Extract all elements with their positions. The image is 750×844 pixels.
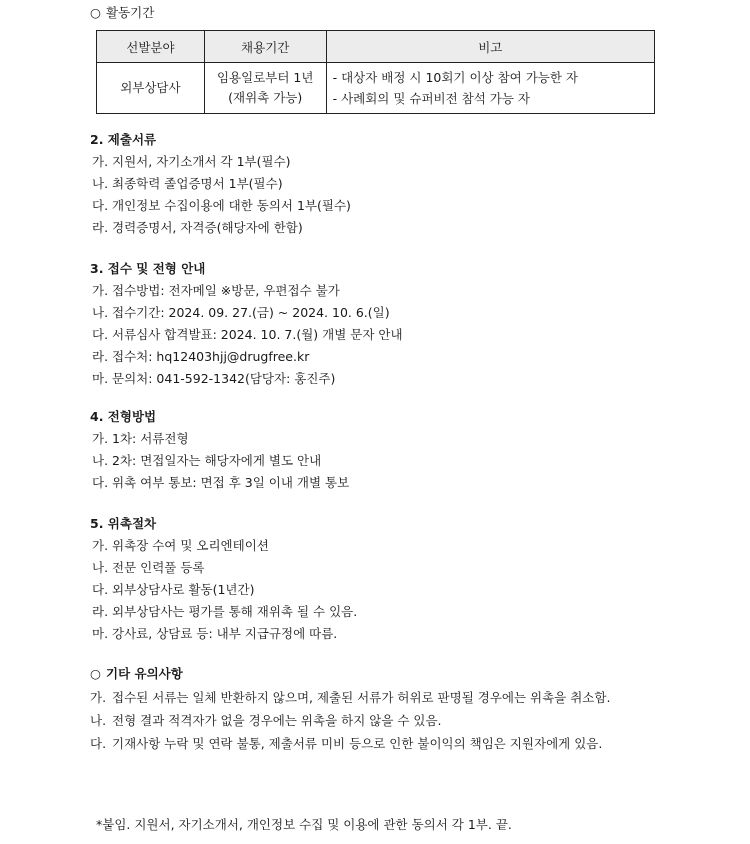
list-item: 가. 접수방법: 전자메일 ※방문, 우편접수 불가 xyxy=(92,283,340,298)
list-item: 마. 강사료, 상담료 등: 내부 지급규정에 따름. xyxy=(92,626,338,641)
header-field: 선발분야 xyxy=(97,31,205,63)
activity-period-table xyxy=(96,30,655,114)
list-item: 가. 위촉장 수여 및 오리엔테이션 xyxy=(92,538,269,553)
list-item: 라. 접수처: hq12403hjj@drugfree.kr xyxy=(92,349,310,364)
section-title: 3. 접수 및 전형 안내 xyxy=(90,261,206,276)
list-item: 라. 경력증명서, 자격증(해당자에 한함) xyxy=(92,220,303,235)
attachment-note: *붙임. 지원서, 자기소개서, 개인정보 수집 및 이용에 관한 동의서 각 1부. 끝. xyxy=(96,817,512,832)
list-item: 나. 최종학력 졸업증명서 1부(필수) xyxy=(92,176,283,191)
circle-bullet-icon: ○ xyxy=(90,666,101,681)
section-documents xyxy=(90,129,670,239)
cell-remarks: - 대상자 배정 시 10회기 이상 참여 가능한 자 - 사례회의 및 슈퍼비전 참석 가능 자 xyxy=(326,63,654,114)
circle-bullet-icon: ○ xyxy=(90,5,101,20)
list-item: 나. 전문 인력풀 등록 xyxy=(92,560,205,575)
section-title: 4. 전형방법 xyxy=(90,409,157,424)
list-item: 다. 개인정보 수집이용에 대한 동의서 1부(필수) xyxy=(92,198,351,213)
list-item: 다. 기재사항 누락 및 연락 불통, 제출서류 미비 등으로 인한 불이익의 책임은 지원자에게 있음. xyxy=(90,736,603,751)
list-item: 나. 전형 결과 적격자가 없을 경우에는 위촉을 하지 않을 수 있음. xyxy=(90,713,442,728)
list-item: 가. 지원서, 자기소개서 각 1부(필수) xyxy=(92,154,291,169)
list-item: 나. 2차: 면접일자는 해당자에게 별도 안내 xyxy=(92,453,322,468)
list-item: 가. 접수된 서류는 일체 반환하지 않으며, 제출된 서류가 허위로 판명될 경우에는 위촉을 취소함. xyxy=(90,690,611,705)
section-title: 2. 제출서류 xyxy=(90,132,157,147)
other-notes-heading: ○ 기타 유의사항 xyxy=(90,666,183,681)
list-item: 다. 외부상담사로 활동(1년간) xyxy=(92,582,255,597)
list-item: 다. 서류심사 합격발표: 2024. 10. 7.(월) 개별 문자 안내 xyxy=(92,327,403,342)
header-period: 채용기간 xyxy=(204,31,326,63)
cell-field: 외부상담사 xyxy=(97,63,205,114)
other-notes-list xyxy=(90,686,670,755)
section-appointment-procedure xyxy=(90,513,670,645)
cell-period: 임용일로부터 1년 (재위촉 가능) xyxy=(204,63,326,114)
header-remarks: 비고 xyxy=(326,31,654,63)
table-header-row xyxy=(97,31,655,63)
section-application xyxy=(90,258,670,390)
section-selection-method xyxy=(90,406,670,494)
list-item: 다. 위촉 여부 통보: 면접 후 3일 이내 개별 통보 xyxy=(92,475,350,490)
list-item: 가. 1차: 서류전형 xyxy=(92,431,189,446)
section-title: 5. 위촉절차 xyxy=(90,516,157,531)
list-item: 나. 접수기간: 2024. 09. 27.(금) ~ 2024. 10. 6.(일) xyxy=(92,305,390,320)
list-item: 마. 문의처: 041-592-1342(담당자: 홍진주) xyxy=(92,371,336,386)
list-item: 라. 외부상담사는 평가를 통해 재위촉 될 수 있음. xyxy=(92,604,358,619)
table-row xyxy=(97,63,655,114)
activity-period-heading: ○ 활동기간 xyxy=(90,5,155,20)
